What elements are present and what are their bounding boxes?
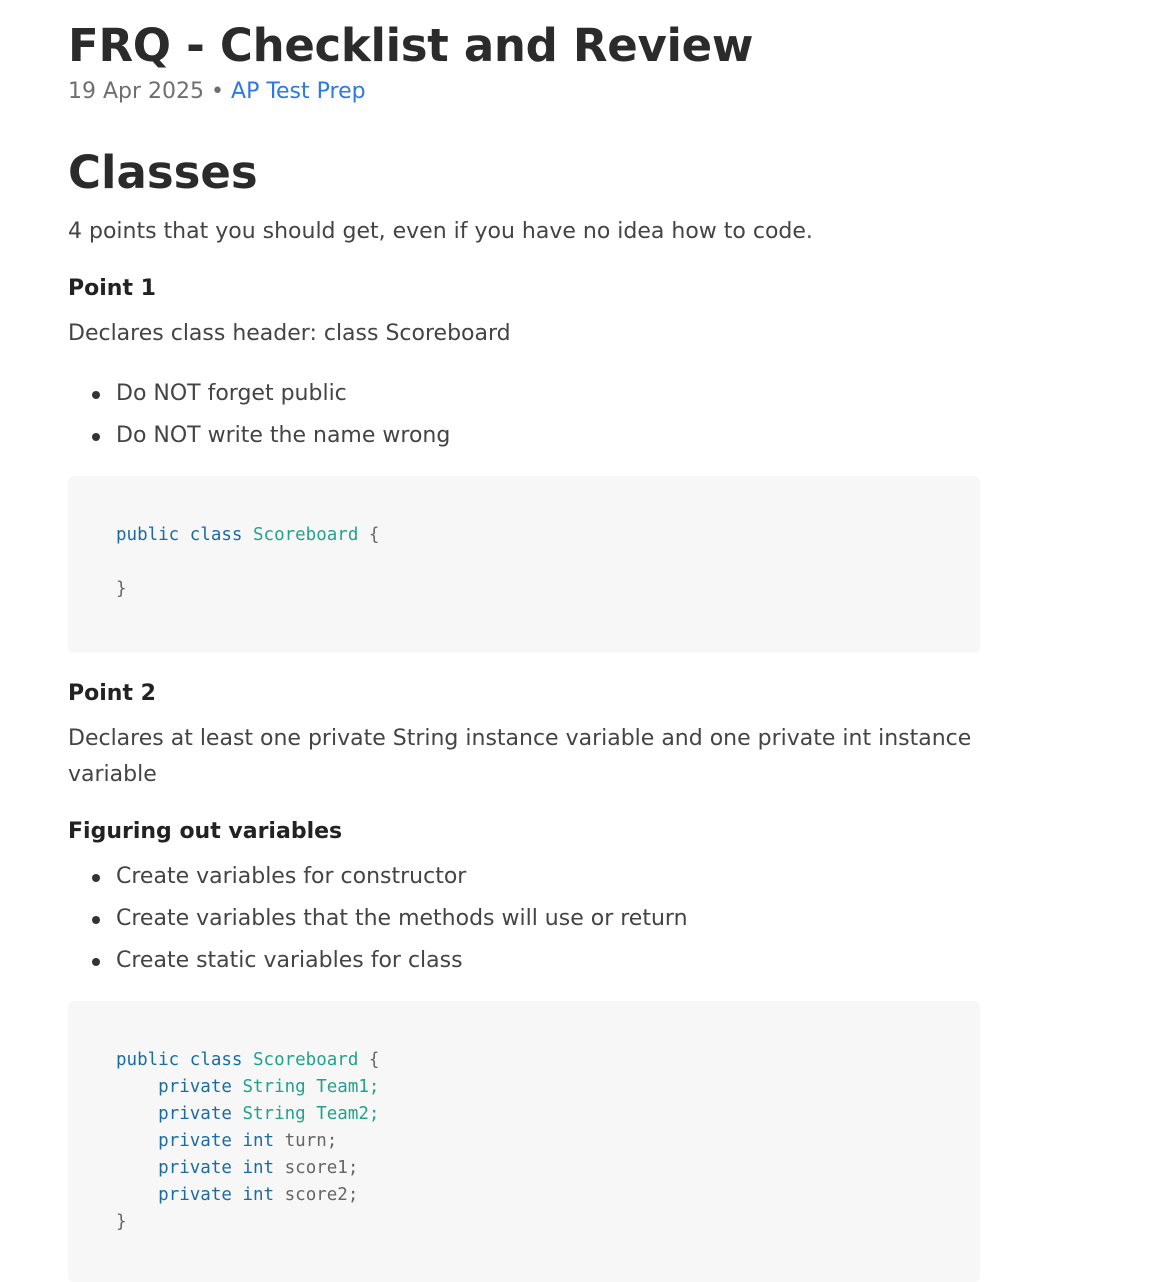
code-brace: { [368,525,380,545]
code-brace: } [116,1212,127,1232]
list-item: Do NOT write the name wrong [68,415,450,457]
post-date: 19 Apr 2025 [68,79,205,104]
list-item: Do NOT forget public [68,373,450,415]
code-brace: } [116,579,127,599]
code-snippet [116,1047,379,1236]
code-modifier: private [158,1185,232,1205]
section-heading: Classes [68,146,258,199]
code-type: int [242,1158,275,1178]
list-item: Create variables for constructor [68,856,688,898]
category-link[interactable]: AP Test Prep [231,79,366,104]
meta-separator: • [211,79,225,104]
code-block-class-header [68,476,980,653]
point2-text-line1: Declares at least one private String instance variable and one private int instance [68,726,972,751]
list-item: Create variables that the methods will use or return [68,898,688,940]
code-brace: { [368,1050,380,1070]
code-keyword: public [116,525,180,545]
section-intro: 4 points that you should get, even if you have no idea how to code. [68,219,813,244]
code-class-name: Scoreboard [253,525,359,545]
code-keyword: class [189,525,243,545]
variables-bullet-list [68,856,688,982]
point1-bullet-list [68,373,450,457]
point2-heading: Point 2 [68,681,156,706]
code-field-name: turn; [284,1131,338,1151]
code-type: String [242,1104,306,1124]
code-field-name: score2; [284,1185,359,1205]
code-keyword: class [189,1050,243,1070]
code-modifier: private [158,1131,232,1151]
post-meta [68,77,366,107]
code-modifier: private [158,1158,232,1178]
point1-heading: Point 1 [68,276,156,301]
code-type: int [242,1185,275,1205]
code-block-instance-variables [68,1001,980,1282]
code-snippet [116,522,379,603]
point1-text: Declares class header: class Scoreboard [68,321,511,346]
variables-heading: Figuring out variables [68,819,343,844]
code-field-name: Team2; [316,1104,380,1124]
point2-text-line2: variable [68,762,157,787]
code-type: String [242,1077,306,1097]
code-modifier: private [158,1077,232,1097]
code-field-name: score1; [284,1158,359,1178]
code-class-name: Scoreboard [253,1050,359,1070]
code-modifier: private [158,1104,232,1124]
code-field-name: Team1; [316,1077,380,1097]
code-keyword: public [116,1050,180,1070]
code-type: int [242,1131,275,1151]
list-item: Create static variables for class [68,940,688,982]
post-title: FRQ - Checklist and Review [68,19,754,72]
